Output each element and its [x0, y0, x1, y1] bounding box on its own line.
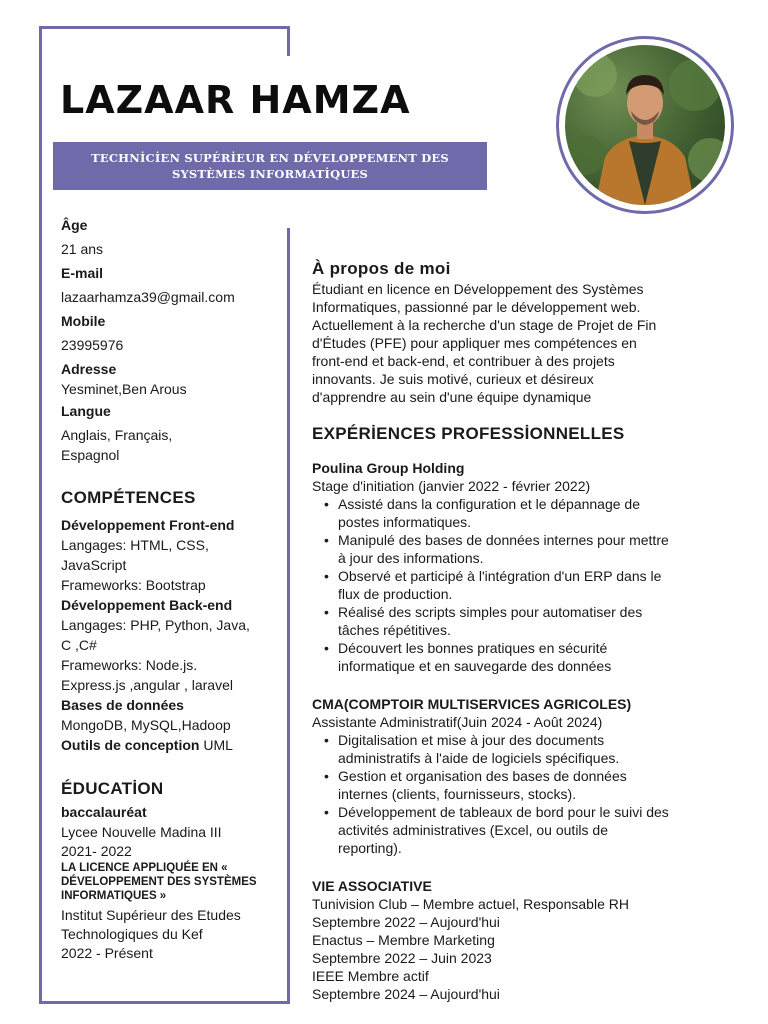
job-role: Stage d'initiation (janvier 2022 - février 2022): [312, 478, 591, 494]
email-label: E-mail: [61, 265, 104, 281]
job-bullet: • Assisté dans la configuration et le dépannage de postes informatiques.: [312, 495, 742, 531]
associative-line: Tunivision Club – Membre actuel, Responsable RH: [312, 896, 629, 912]
job-bullets: [312, 731, 742, 857]
profile-photo: [565, 45, 725, 205]
backend-line: C ,C#: [61, 637, 97, 653]
job-role: Assistante Administratif(Juin 2024 - Août 2024): [312, 714, 603, 730]
language-value-line-2: Espagnol: [61, 447, 120, 463]
about-line: front-end et back-end, et contribuer à des projets: [312, 353, 615, 369]
about-line: innovants. Je suis motivé, curieux et désireux: [312, 371, 594, 387]
age-label: Âge: [61, 217, 88, 233]
job-company: Poulina Group Holding: [312, 460, 465, 476]
personal-info-section: [61, 216, 283, 466]
job-bullet: • Gestion et organisation des bases de données internes (clients, fournisseurs, stocks).: [312, 767, 742, 803]
tools-value: UML: [203, 737, 233, 753]
database-line: MongoDB, MySQL,Hadoop: [61, 717, 231, 733]
about-line: Étudiant en licence en Développement des Systèmes: [312, 281, 644, 297]
associative-line: Septembre 2024 – Aujourd'hui: [312, 986, 500, 1002]
backend-line: Express.js ,angular , laravel: [61, 677, 233, 693]
job-bullet: • Digitalisation et mise à jour des documents administratifs à l'aide de logiciels spécifiques.: [312, 731, 742, 767]
backend-title: Développement Back-end: [61, 597, 233, 613]
associative-title: VIE ASSOCIATIVE: [312, 878, 432, 894]
profile-photo-frame: [556, 36, 734, 214]
associative-line: Septembre 2022 – Juin 2023: [312, 950, 492, 966]
job-bullet: • Développement de tableaux de bord pour le suivi des activités administratives (Excel, ou outils de reporting).: [312, 803, 742, 857]
about-line: Actuellement à la recherche d'un stage de Projet de Fin: [312, 317, 657, 333]
licence-title-line: LA LICENCE APPLIQUÉE EN «: [61, 862, 228, 874]
frontend-line: JavaScript: [61, 557, 127, 573]
address-label: Adresse: [61, 361, 117, 377]
licence-years: 2022 - Présent: [61, 945, 153, 961]
education-title: ÉDUCATİON: [61, 779, 164, 798]
bac-school: Lycee Nouvelle Madina III: [61, 824, 222, 840]
experience-section: [312, 425, 742, 857]
education-section: [61, 780, 283, 963]
bac-title: baccalauréat: [61, 804, 147, 820]
licence-title: [61, 861, 283, 903]
job-entry: [312, 695, 742, 857]
skills-section: [61, 489, 283, 756]
job-bullets: [312, 495, 742, 675]
frame-left-line: [39, 26, 42, 1004]
tools-title: Outils de conception: [61, 737, 200, 753]
associative-line: Enactus – Membre Marketing: [312, 932, 495, 948]
licence-school-line: Technologiques du Kef: [61, 926, 203, 942]
frame-top-line: [39, 26, 290, 29]
about-line: d'Études (PFE) pour appliquer mes compétences en: [312, 335, 637, 351]
job-bullet: • Observé et participé à l'intégration d'un ERP dans le flux de production.: [312, 567, 742, 603]
job-bullet: • Réalisé des scripts simples pour automatiser des tâches répétitives.: [312, 603, 742, 639]
tools-row: [61, 736, 283, 756]
about-section: [312, 260, 742, 406]
about-line: d'apprendre au sein d'une équipe dynamique: [312, 389, 592, 405]
bac-years: 2021- 2022: [61, 843, 132, 859]
job-title-text: TECHNİCİEN SUPÉRİEUR EN DÉVELOPPEMENT DES SYSTÈMES INFORMATİQUES: [91, 151, 449, 181]
job-entry: [312, 459, 742, 675]
backend-line: Langages: PHP, Python, Java,: [61, 617, 250, 633]
frame-right-bottom-line: [287, 228, 290, 1004]
mobile-label: Mobile: [61, 313, 106, 329]
database-title: Bases de données: [61, 697, 184, 713]
backend-line: Frameworks: Node.js.: [61, 657, 198, 673]
frontend-line: Langages: HTML, CSS,: [61, 537, 209, 553]
licence-school-line: Institut Supérieur des Etudes: [61, 907, 241, 923]
email-value: lazaarhamza39@gmail.com: [61, 289, 235, 305]
job-bullet: • Découvert les bonnes pratiques en sécurité informatique et en sauvegarde des données: [312, 639, 742, 675]
language-value-line-1: Anglais, Français,: [61, 427, 173, 443]
skills-title: COMPÉTENCES: [61, 488, 196, 507]
associative-section: [312, 877, 742, 1003]
mobile-value: 23995976: [61, 337, 124, 353]
job-company: CMA(COMPTOIR MULTISERVICES AGRICOLES): [312, 696, 632, 712]
frame-bottom-line: [39, 1001, 290, 1004]
frontend-line: Frameworks: Bootstrap: [61, 577, 206, 593]
job-bullet: • Manipulé des bases de données internes pour mettre à jour des informations.: [312, 531, 742, 567]
frame-right-top-line: [287, 26, 290, 56]
candidate-name: LAZAAR HAMZA: [60, 78, 411, 122]
profile-photo-illustration: [565, 45, 725, 205]
associative-line: IEEE Membre actif: [312, 968, 429, 984]
age-value: 21 ans: [61, 241, 104, 257]
associative-line: Septembre 2022 – Aujourd'hui: [312, 914, 500, 930]
language-label: Langue: [61, 403, 111, 419]
licence-title-line: INFORMATIQUES »: [61, 890, 167, 902]
frontend-title: Développement Front-end: [61, 517, 235, 533]
about-line: Informatiques, passionné par le développement web.: [312, 299, 641, 315]
about-title: À propos de moi: [312, 259, 451, 278]
experience-title: EXPÉRİENCES PROFESSİONNELLES: [312, 424, 625, 443]
address-value: Yesminet,Ben Arous: [61, 381, 187, 397]
licence-title-line: DÉVELOPPEMENT DES SYSTÈMES: [61, 876, 257, 888]
job-title-banner: [53, 142, 487, 190]
